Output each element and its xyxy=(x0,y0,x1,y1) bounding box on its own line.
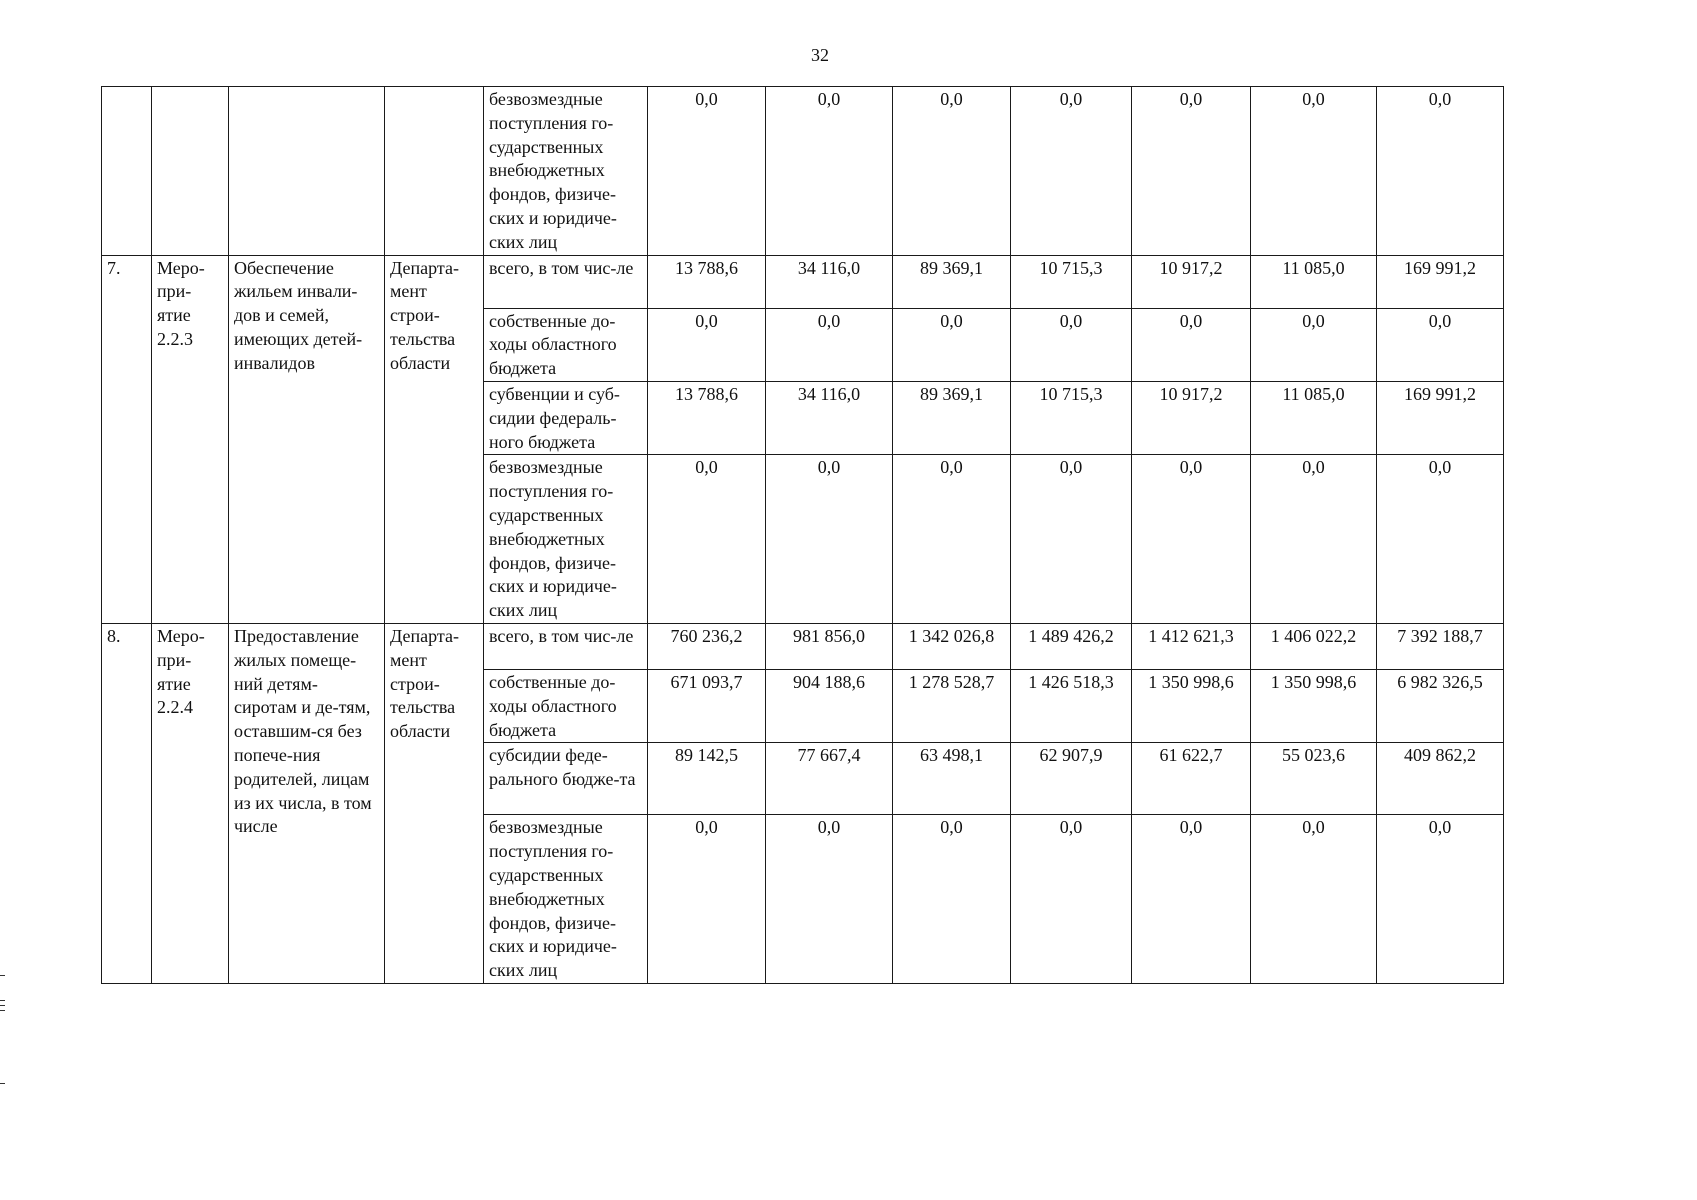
value-cell: 62 907,9 xyxy=(1011,743,1132,815)
funding-source-cell: всего, в том чис-ле xyxy=(484,255,648,308)
value-cell: 0,0 xyxy=(1251,455,1377,624)
value-cell: 0,0 xyxy=(648,308,766,381)
value-cell: 409 862,2 xyxy=(1377,743,1504,815)
value-cell: 0,0 xyxy=(1251,87,1377,256)
funding-source-cell: субсидии феде-рального бюдже-та xyxy=(484,743,648,815)
measure-name: Обеспечение жильем инвали-дов и семей, имеющих детей-инвалидов xyxy=(229,255,385,623)
value-cell: 0,0 xyxy=(1132,87,1251,256)
value-cell: 10 715,3 xyxy=(1011,381,1132,454)
value-cell: 89 369,1 xyxy=(893,255,1011,308)
scan-mark xyxy=(0,1000,5,1001)
value-cell: 1 350 998,6 xyxy=(1132,669,1251,742)
value-cell: 0,0 xyxy=(1377,87,1504,256)
value-cell: 904 188,6 xyxy=(766,669,893,742)
value-cell: 0,0 xyxy=(1011,308,1132,381)
value-cell: 169 991,2 xyxy=(1377,381,1504,454)
value-cell: 0,0 xyxy=(1011,87,1132,256)
value-cell: 0,0 xyxy=(1132,308,1251,381)
value-cell: 13 788,6 xyxy=(648,255,766,308)
cell-name-empty xyxy=(229,87,385,256)
value-cell: 0,0 xyxy=(648,815,766,984)
value-cell: 10 917,2 xyxy=(1132,255,1251,308)
row-number: 8. xyxy=(102,623,152,983)
scan-mark xyxy=(0,975,5,976)
value-cell: 0,0 xyxy=(1251,308,1377,381)
value-cell: 0,0 xyxy=(1377,455,1504,624)
scan-mark xyxy=(0,1005,5,1006)
table-row xyxy=(102,255,1504,308)
value-cell: 34 116,0 xyxy=(766,255,893,308)
value-cell: 61 622,7 xyxy=(1132,743,1251,815)
measure-code: Меро-при-ятие 2.2.4 xyxy=(152,623,229,983)
value-cell: 1 426 518,3 xyxy=(1011,669,1132,742)
value-cell: 63 498,1 xyxy=(893,743,1011,815)
value-cell: 0,0 xyxy=(1132,455,1251,624)
value-cell: 13 788,6 xyxy=(648,381,766,454)
measure-executor: Департа-мент строи-тельства области xyxy=(385,623,484,983)
value-cell: 1 278 528,7 xyxy=(893,669,1011,742)
value-cell: 11 085,0 xyxy=(1251,255,1377,308)
value-cell: 0,0 xyxy=(893,455,1011,624)
value-cell: 0,0 xyxy=(893,308,1011,381)
value-cell: 1 342 026,8 xyxy=(893,623,1011,669)
value-cell: 0,0 xyxy=(648,455,766,624)
value-cell: 89 369,1 xyxy=(893,381,1011,454)
value-cell: 89 142,5 xyxy=(648,743,766,815)
value-cell: 77 667,4 xyxy=(766,743,893,815)
cell-num-empty xyxy=(102,87,152,256)
cell-code-empty xyxy=(152,87,229,256)
funding-source-cell: субвенции и суб-сидии федераль-ного бюджета xyxy=(484,381,648,454)
measure-name: Предоставление жилых помеще-ний детям-сиротам и де-тям, оставшим-ся без попече-ния родителей, лицам из их числа, в том числе xyxy=(229,623,385,983)
funding-source-cell: всего, в том чис-ле xyxy=(484,623,648,669)
value-cell: 1 406 022,2 xyxy=(1251,623,1377,669)
value-cell: 0,0 xyxy=(1132,815,1251,984)
value-cell: 10 715,3 xyxy=(1011,255,1132,308)
value-cell: 169 991,2 xyxy=(1377,255,1504,308)
value-cell: 0,0 xyxy=(1377,308,1504,381)
table-row xyxy=(102,623,1504,669)
value-cell: 0,0 xyxy=(766,455,893,624)
value-cell: 11 085,0 xyxy=(1251,381,1377,454)
value-cell: 0,0 xyxy=(893,87,1011,256)
value-cell: 1 489 426,2 xyxy=(1011,623,1132,669)
value-cell: 6 982 326,5 xyxy=(1377,669,1504,742)
value-cell: 0,0 xyxy=(1011,815,1132,984)
value-cell: 1 412 621,3 xyxy=(1132,623,1251,669)
value-cell: 1 350 998,6 xyxy=(1251,669,1377,742)
funding-source-cell: безвозмездные поступления го-сударственных внебюджетных фондов, физиче-ских и юридиче-ских лиц xyxy=(484,455,648,624)
measure-code: Меро-при-ятие 2.2.3 xyxy=(152,255,229,623)
funding-source-cell: безвозмездные поступления го-сударственных внебюджетных фондов, физиче-ских и юридиче-ских лиц xyxy=(484,87,648,256)
value-cell: 0,0 xyxy=(1377,815,1504,984)
value-cell: 34 116,0 xyxy=(766,381,893,454)
value-cell: 981 856,0 xyxy=(766,623,893,669)
measure-executor: Департа-мент строи-тельства области xyxy=(385,255,484,623)
value-cell: 0,0 xyxy=(766,87,893,256)
value-cell: 55 023,6 xyxy=(1251,743,1377,815)
budget-table xyxy=(101,86,1504,984)
scan-mark xyxy=(0,1083,5,1084)
value-cell: 0,0 xyxy=(648,87,766,256)
funding-source-cell: собственные до-ходы областного бюджета xyxy=(484,308,648,381)
funding-source-cell: собственные до-ходы областного бюджета xyxy=(484,669,648,742)
value-cell: 0,0 xyxy=(766,815,893,984)
value-cell: 7 392 188,7 xyxy=(1377,623,1504,669)
row-number: 7. xyxy=(102,255,152,623)
value-cell: 0,0 xyxy=(766,308,893,381)
page-number: 32 xyxy=(811,45,829,65)
funding-source-cell: безвозмездные поступления го-сударственных внебюджетных фондов, физиче-ских и юридиче-ских лиц xyxy=(484,815,648,984)
table-row xyxy=(102,87,1504,256)
value-cell: 10 917,2 xyxy=(1132,381,1251,454)
value-cell: 0,0 xyxy=(1011,455,1132,624)
cell-executor-empty xyxy=(385,87,484,256)
value-cell: 0,0 xyxy=(1251,815,1377,984)
value-cell: 0,0 xyxy=(893,815,1011,984)
scan-mark xyxy=(0,1010,5,1011)
value-cell: 760 236,2 xyxy=(648,623,766,669)
value-cell: 671 093,7 xyxy=(648,669,766,742)
